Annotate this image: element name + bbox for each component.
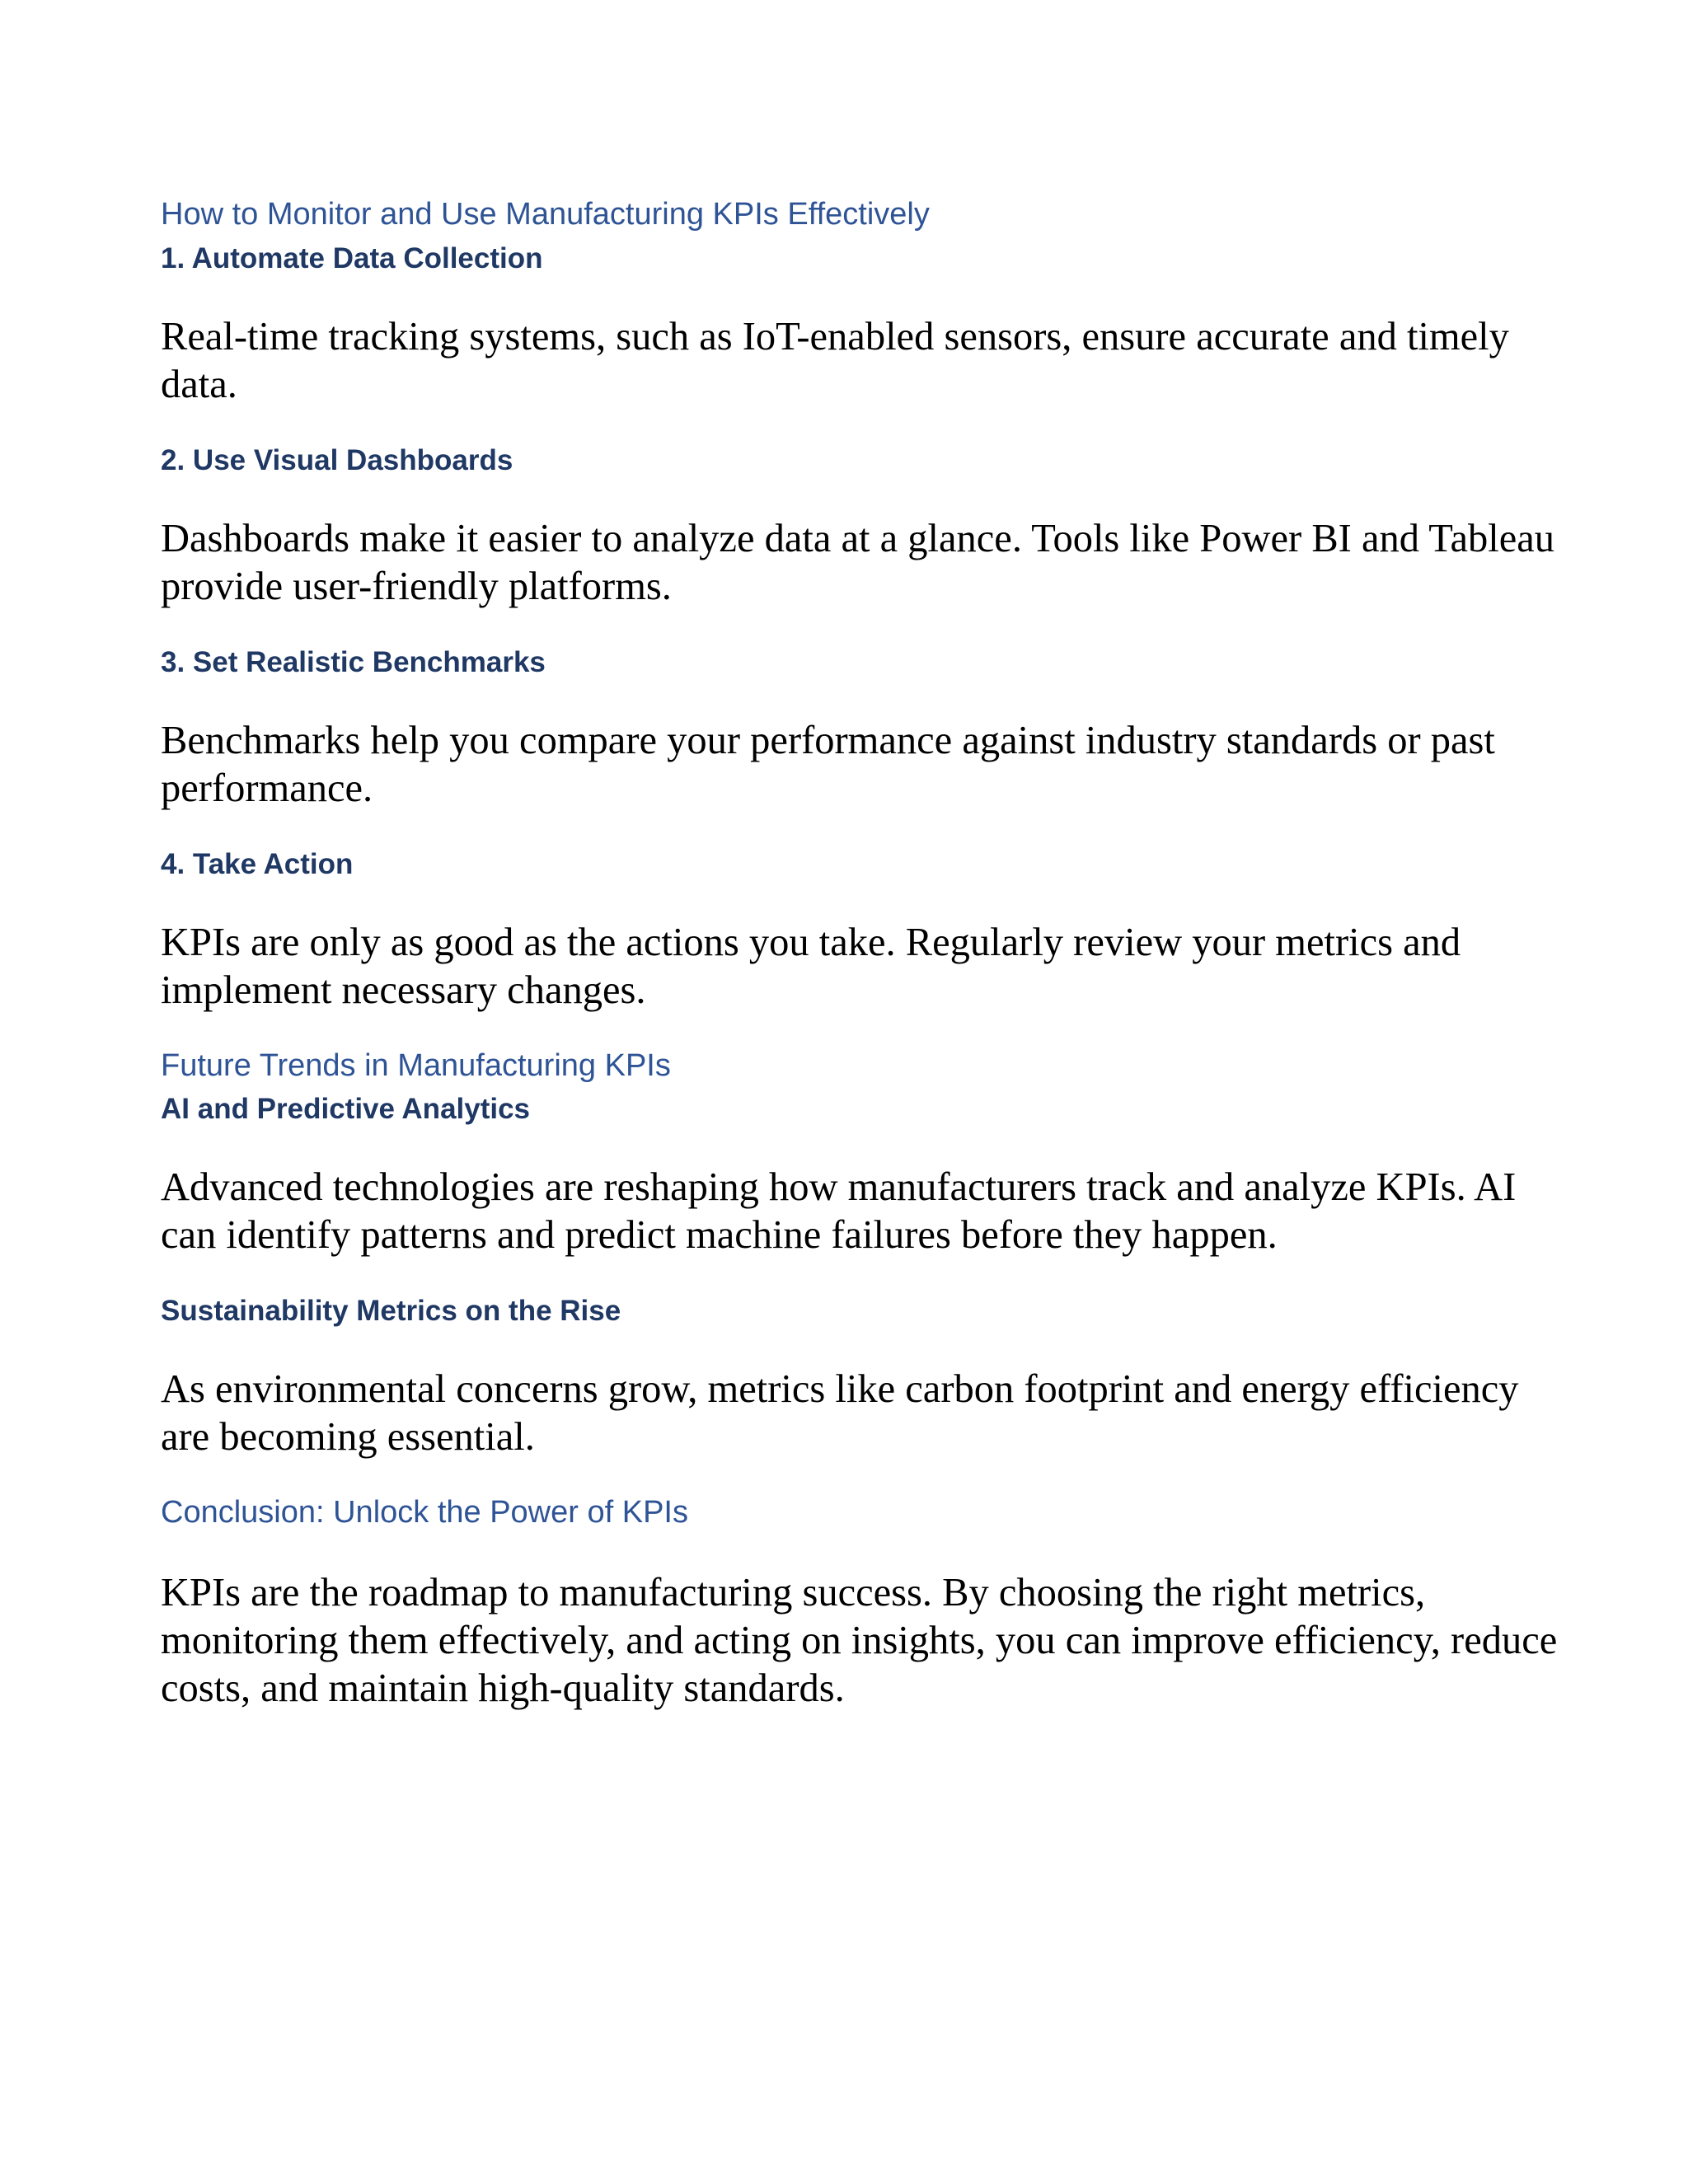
subsection-heading-sustainability: Sustainability Metrics on the Rise xyxy=(161,1295,621,1328)
paragraph-ai-analytics: Advanced technologies are reshaping how manufacturers track and analyze KPIs. AI can identify patterns and predict machine failures before they happen. xyxy=(161,1165,1517,1258)
subsection-heading-ai-analytics: AI and Predictive Analytics xyxy=(161,1093,531,1126)
paragraph-dashboards: Dashboards make it easier to analyze data at a glance. Tools like Power BI and Tableau provide user-friendly platforms. xyxy=(161,516,1555,608)
subsection-heading-take-action: 4. Take Action xyxy=(161,847,354,880)
section-heading-future-trends: Future Trends in Manufacturing KPIs xyxy=(161,1047,671,1083)
document-page xyxy=(161,196,1562,1713)
paragraph-sustainability: As environmental concerns grow, metrics like carbon footprint and energy efficiency are becoming essential. xyxy=(161,1367,1519,1460)
subsection-heading-automate: 1. Automate Data Collection xyxy=(161,241,543,274)
section-heading-monitor-kpis: How to Monitor and Use Manufacturing KPIs Effectively xyxy=(161,197,930,232)
paragraph-benchmarks: Benchmarks help you compare your performance against industry standards or past performance. xyxy=(161,718,1495,810)
paragraph-take-action: KPIs are only as good as the actions you take. Regularly review your metrics and implement necessary changes. xyxy=(161,920,1461,1012)
section-heading-conclusion: Conclusion: Unlock the Power of KPIs xyxy=(161,1495,688,1530)
paragraph-automate: Real-time tracking systems, such as IoT-enabled sensors, ensure accurate and timely data. xyxy=(161,314,1509,406)
subsection-heading-benchmarks: 3. Set Realistic Benchmarks xyxy=(161,645,546,678)
subsection-heading-dashboards: 2. Use Visual Dashboards xyxy=(161,443,513,476)
paragraph-conclusion: KPIs are the roadmap to manufacturing success. By choosing the right metrics, monitoring them effectively, and acting on insights, you can improve efficiency, reduce costs, and maintain high-quality standards. xyxy=(161,1570,1558,1710)
